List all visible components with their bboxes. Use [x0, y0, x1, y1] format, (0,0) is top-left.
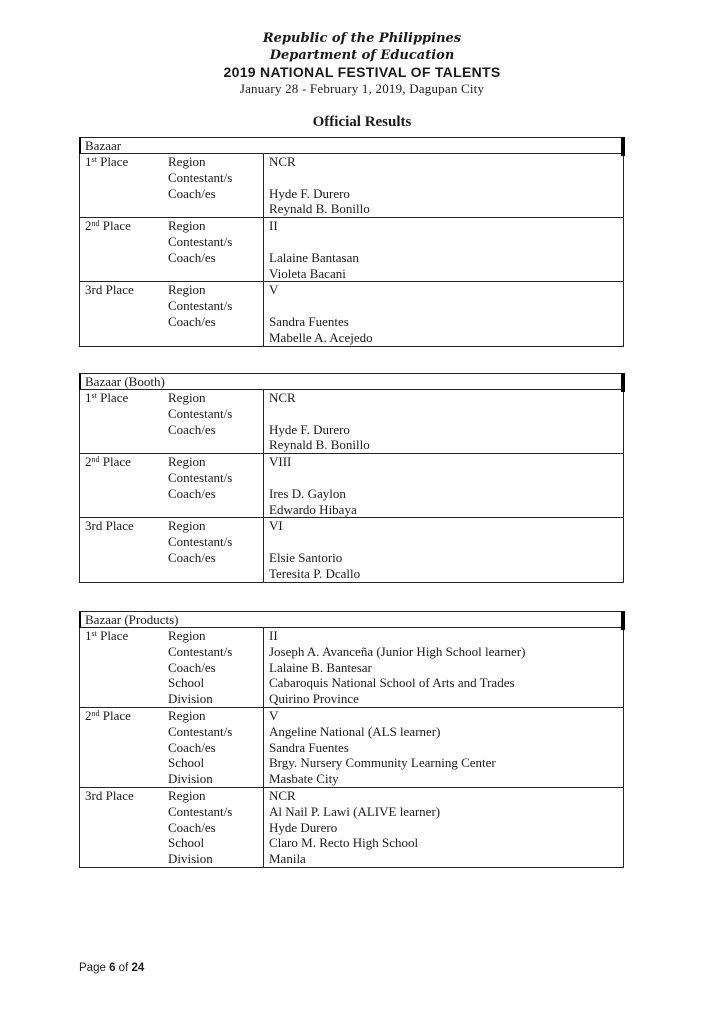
- results-section: [79, 373, 624, 583]
- place-word: Place: [100, 628, 129, 643]
- of-word: of: [118, 962, 129, 974]
- section-title-bar: [621, 611, 625, 630]
- field-label: Coach/es: [168, 549, 216, 565]
- field-label: Contestant/s: [168, 298, 233, 314]
- section-title-bar: [621, 373, 625, 392]
- place-cell: [80, 628, 168, 707]
- field-label: Coach/es: [168, 185, 216, 201]
- place-suffix: st: [91, 391, 97, 400]
- place-cell: [80, 454, 168, 517]
- place-row: [80, 390, 623, 454]
- place-number: 3rd: [85, 282, 103, 298]
- field-value: NCR: [269, 390, 296, 405]
- place-cell: [80, 708, 168, 787]
- field-label: Region: [168, 628, 206, 643]
- field-labels: [168, 628, 264, 707]
- place-word: Place: [102, 454, 131, 470]
- page-word: Page: [79, 962, 106, 974]
- results-table: [79, 154, 624, 347]
- page-total: 24: [131, 962, 145, 974]
- field-label: Contestant/s: [168, 405, 233, 421]
- field-value: Reynald B. Bonillo: [269, 201, 370, 217]
- field-labels: [168, 218, 264, 281]
- field-label: Region: [168, 787, 206, 803]
- field-value: NCR: [269, 154, 296, 169]
- place-suffix: st: [91, 629, 97, 638]
- field-value: Al Nail P. Lawi (ALIVE learner): [269, 803, 441, 819]
- field-value: [269, 534, 623, 550]
- results-section: [79, 137, 624, 347]
- place-suffix: nd: [91, 455, 100, 465]
- field-value: Hyde F. Durero: [269, 421, 350, 437]
- field-label: Contestant/s: [168, 723, 233, 739]
- field-labels: [168, 282, 264, 345]
- field-labels: [168, 518, 264, 581]
- place-suffix: nd: [91, 708, 100, 718]
- place-cell: [80, 518, 168, 581]
- field-label: [168, 266, 263, 282]
- republic-heading: Republic of the Philippines: [262, 31, 462, 46]
- field-label: Coach/es: [168, 249, 216, 265]
- place-number: 1: [85, 628, 92, 643]
- field-label: School: [168, 755, 205, 771]
- document-header: [0, 30, 724, 97]
- festival-title: 2019 NATIONAL FESTIVAL OF TALENTS: [223, 64, 501, 80]
- place-word: Place: [105, 282, 134, 298]
- field-label: Contestant/s: [168, 233, 233, 249]
- place-number: 2: [85, 454, 92, 470]
- field-label: Contestant/s: [168, 643, 233, 659]
- field-label: Contestant/s: [168, 469, 233, 485]
- section-title: [79, 137, 624, 154]
- place-number: 2: [85, 707, 92, 723]
- field-label: [168, 201, 263, 217]
- place-row: [80, 518, 623, 582]
- place-number: 1: [85, 154, 92, 169]
- field-value: Teresita P. Dcallo: [269, 565, 361, 581]
- place-number: 3rd: [85, 787, 103, 803]
- field-value: Hyde Durero: [269, 819, 338, 835]
- field-value: II: [269, 218, 278, 234]
- results-table: [79, 628, 624, 868]
- place-cell: [80, 218, 168, 281]
- place-row: [80, 788, 623, 868]
- field-label: [168, 437, 263, 453]
- field-label: Region: [168, 282, 206, 298]
- field-values: [264, 390, 623, 453]
- field-label: Region: [168, 518, 206, 534]
- field-value: Joseph A. Avanceña (Junior High School learner): [269, 643, 526, 659]
- field-label: Division: [168, 851, 213, 867]
- field-label: Coach/es: [168, 421, 216, 437]
- field-value: Manila: [269, 851, 306, 867]
- section-title: [79, 611, 624, 628]
- field-labels: [168, 154, 264, 217]
- place-suffix: nd: [91, 219, 100, 229]
- field-label: Region: [168, 390, 206, 405]
- department-heading: Department of Education: [269, 48, 455, 63]
- field-value: [269, 170, 623, 186]
- field-value: II: [269, 628, 278, 643]
- place-number: 1: [85, 390, 92, 405]
- field-value: Lalaine B. Bantesar: [269, 659, 372, 675]
- festival-dates: January 28 - February 1, 2019, Dagupan City: [239, 81, 485, 96]
- field-value: V: [269, 707, 279, 723]
- place-cell: [80, 390, 168, 453]
- field-value: Quirino Province: [269, 691, 359, 707]
- field-values: [264, 708, 623, 787]
- field-label: Region: [168, 707, 206, 723]
- place-row: [80, 454, 623, 518]
- field-value: Edwardo Hibaya: [269, 501, 357, 517]
- results-table: [79, 390, 624, 583]
- section-title: [79, 373, 624, 390]
- field-value: VIII: [269, 454, 292, 470]
- field-values: [264, 628, 623, 707]
- field-value: [269, 298, 623, 314]
- section-title-text: Bazaar: [85, 138, 122, 153]
- place-row: [80, 708, 623, 788]
- place-number: 2: [85, 218, 92, 234]
- field-value: V: [269, 282, 279, 298]
- place-word: Place: [100, 390, 129, 405]
- field-labels: [168, 390, 264, 453]
- place-row: [80, 282, 623, 346]
- place-cell: [80, 788, 168, 867]
- field-value: Cabaroquis National School of Arts and Trades: [269, 675, 515, 691]
- official-results-title: Official Results: [312, 114, 412, 130]
- field-value: Lalaine Bantasan: [269, 249, 359, 265]
- field-label: [168, 330, 263, 346]
- field-value: Sandra Fuentes: [269, 739, 349, 755]
- place-word: Place: [105, 787, 134, 803]
- place-word: Place: [100, 154, 129, 169]
- field-label: School: [168, 675, 205, 691]
- field-value: VI: [269, 518, 283, 534]
- field-labels: [168, 454, 264, 517]
- section-title-bar: [621, 137, 625, 156]
- place-cell: [80, 154, 168, 217]
- field-values: [264, 282, 623, 345]
- field-label: Region: [168, 454, 206, 470]
- place-word: Place: [102, 707, 131, 723]
- field-value: [269, 234, 623, 250]
- field-value: Angeline National (ALS learner): [269, 723, 441, 739]
- field-label: Contestant/s: [168, 803, 233, 819]
- place-cell: [80, 282, 168, 345]
- field-label: School: [168, 835, 205, 851]
- field-label: Division: [168, 771, 213, 787]
- field-value: Mabelle A. Acejedo: [269, 329, 373, 345]
- field-values: [264, 788, 623, 867]
- field-label: Contestant/s: [168, 534, 233, 550]
- field-values: [264, 154, 623, 217]
- field-value: Masbate City: [269, 771, 339, 787]
- field-label: Region: [168, 218, 206, 234]
- field-label: Coach/es: [168, 659, 216, 675]
- field-label: [168, 566, 263, 582]
- field-values: [264, 218, 623, 281]
- field-value: Claro M. Recto High School: [269, 835, 419, 851]
- field-label: Coach/es: [168, 819, 216, 835]
- field-value: Sandra Fuentes: [269, 313, 349, 329]
- field-values: [264, 518, 623, 581]
- place-number: 3rd: [85, 518, 103, 534]
- place-row: [80, 218, 623, 282]
- results-section: [79, 611, 624, 868]
- section-title-text: Bazaar (Products): [85, 612, 179, 627]
- field-label: [168, 502, 263, 518]
- field-labels: [168, 708, 264, 787]
- field-label: Division: [168, 691, 213, 707]
- field-value: NCR: [269, 787, 296, 803]
- field-labels: [168, 788, 264, 867]
- place-word: Place: [102, 218, 131, 234]
- field-value: Ires D. Gaylon: [269, 485, 346, 501]
- field-label: Contestant/s: [168, 169, 233, 185]
- place-suffix: st: [91, 155, 97, 164]
- field-value: Reynald B. Bonillo: [269, 437, 370, 453]
- field-value: Elsie Santorio: [269, 549, 343, 565]
- field-value: [269, 406, 623, 422]
- page-number: 6: [109, 962, 116, 974]
- field-label: Coach/es: [168, 739, 216, 755]
- section-title-text: Bazaar (Booth): [85, 374, 165, 389]
- place-word: Place: [105, 518, 134, 534]
- field-label: Coach/es: [168, 313, 216, 329]
- page-footer: [79, 962, 144, 974]
- field-value: Violeta Bacani: [269, 265, 346, 281]
- place-row: [80, 628, 623, 708]
- place-row: [80, 154, 623, 218]
- field-label: Coach/es: [168, 485, 216, 501]
- field-value: Hyde F. Durero: [269, 185, 350, 201]
- field-value: Brgy. Nursery Community Learning Center: [269, 755, 496, 771]
- field-values: [264, 454, 623, 517]
- field-value: [269, 470, 623, 486]
- field-label: Region: [168, 154, 206, 169]
